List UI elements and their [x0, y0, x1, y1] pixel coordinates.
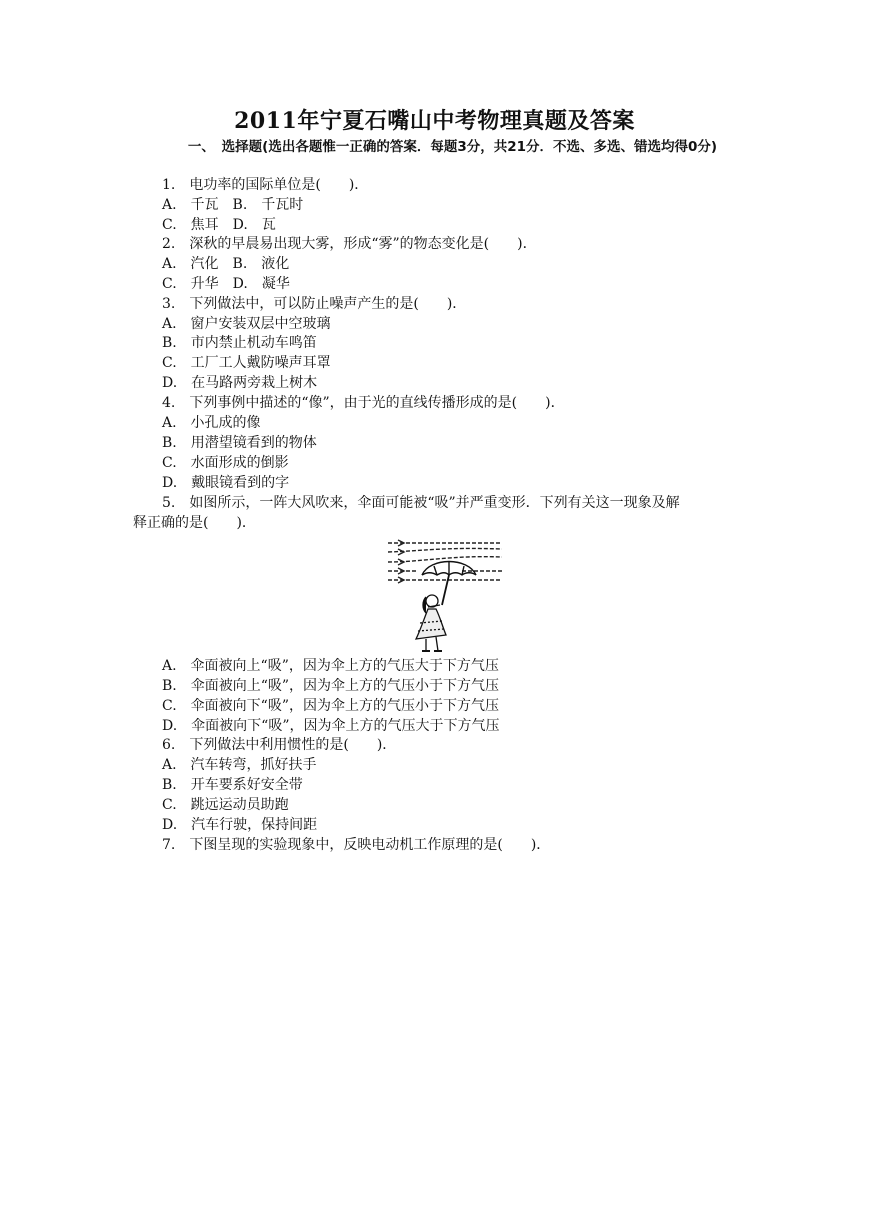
question-4-option-d: D. 戴眼镜看到的字: [162, 475, 290, 491]
section-heading: 一、 选择题(选出各题惟一正确的答案．每题3分，共21分．不选、多选、错选均得0分): [187, 139, 718, 155]
question-1-options-ab: A. 千瓦 B. 千瓦时: [162, 197, 304, 213]
question-3-option-c: C. 工厂工人戴防噪声耳罩: [162, 355, 331, 371]
question-4-option-c: C. 水面形成的倒影: [162, 455, 289, 471]
question-6-option-a: A. 汽车转弯，抓好扶手: [162, 757, 317, 773]
question-6-option-b: B. 开车要系好安全带: [162, 777, 303, 793]
question-5-option-a: A. 伞面被向上“吸”，因为伞上方的气压大于下方气压: [162, 658, 499, 674]
umbrella-wind-figure: [382, 535, 510, 655]
document-title: 2011年宁夏石嘴山中考物理真题及答案: [234, 108, 635, 134]
question-4-option-a: A. 小孔成的像: [162, 415, 261, 431]
question-3-option-b: B. 市内禁止机动车鸣笛: [162, 335, 317, 351]
question-1-stem: 1. 电功率的国际单位是( )．: [162, 177, 369, 193]
question-5-stem-continued: 释正确的是( )．: [133, 515, 256, 531]
question-6-stem: 6. 下列做法中利用惯性的是( )．: [162, 737, 397, 753]
question-3-stem: 3. 下列做法中，可以防止噪声产生的是( )．: [162, 296, 467, 312]
question-2-options-cd: C. 升华 D. 凝华: [162, 276, 290, 292]
question-2-options-ab: A. 汽化 B. 液化: [162, 256, 290, 272]
question-2-stem: 2. 深秋的早晨易出现大雾，形成“雾”的物态变化是( )．: [162, 236, 537, 252]
question-7-stem: 7. 下图呈现的实验现象中，反映电动机工作原理的是( )．: [162, 837, 551, 853]
question-5-stem: 5. 如图所示，一阵大风吹来，伞面可能被“吸”并严重变形．下列有关这一现象及解: [162, 495, 680, 511]
question-6-option-c: C. 跳远运动员助跑: [162, 797, 289, 813]
question-5-option-c: C. 伞面被向下“吸”，因为伞上方的气压小于下方气压: [162, 698, 499, 714]
question-4-option-b: B. 用潜望镜看到的物体: [162, 435, 317, 451]
question-3-option-a: A. 窗户安装双层中空玻璃: [162, 316, 331, 332]
question-3-option-d: D. 在马路两旁栽上树木: [162, 375, 318, 391]
question-1-options-cd: C. 焦耳 D. 瓦: [162, 217, 276, 233]
question-5-option-b: B. 伞面被向上“吸”，因为伞上方的气压小于下方气压: [162, 678, 500, 694]
question-4-stem: 4. 下列事例中描述的“像”，由于光的直线传播形成的是( )．: [162, 395, 565, 411]
question-5-option-d: D. 伞面被向下“吸”，因为伞上方的气压大于下方气压: [162, 718, 500, 734]
question-6-option-d: D. 汽车行驶，保持间距: [162, 817, 318, 833]
